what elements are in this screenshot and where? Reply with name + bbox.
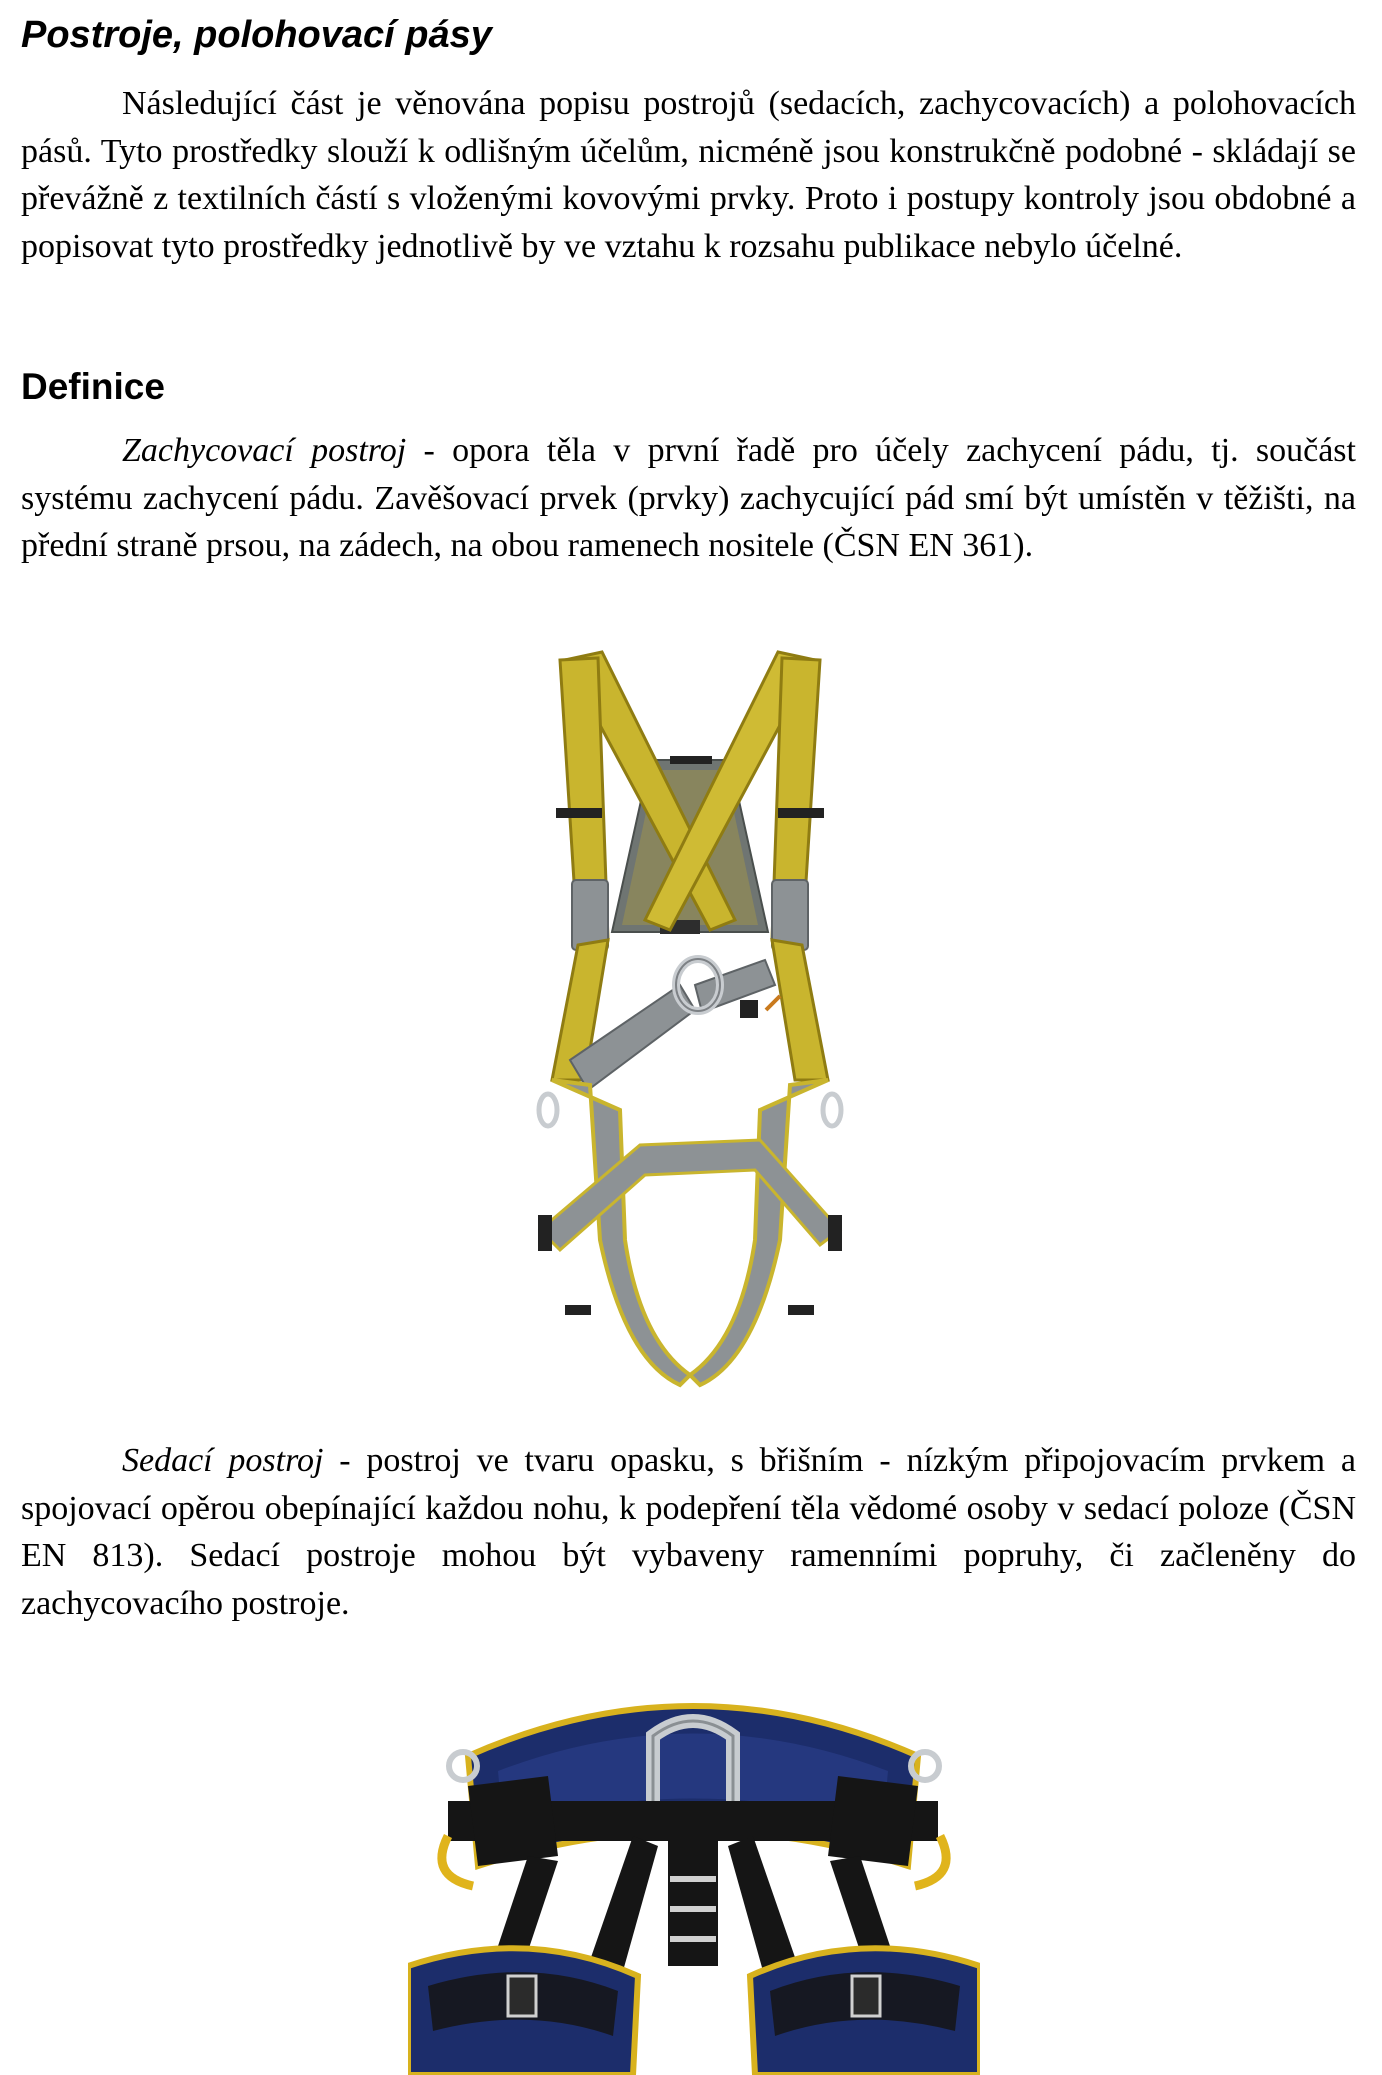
- term-sit-harness: Sedací postroj: [122, 1442, 324, 1479]
- term-fall-arrest-harness: Zachycovací postroj: [122, 432, 407, 469]
- full-body-harness-image: [530, 640, 850, 1395]
- definition-sit-harness: [21, 1437, 1356, 1627]
- sit-harness-image: [408, 1676, 980, 2075]
- definitions-heading: Definice: [21, 366, 165, 407]
- definition-fall-arrest-harness: [21, 427, 1356, 570]
- intro-paragraph: Následující část je věnována popisu postrojů (sedacích, zachycovacích) a polohovacích pásů. Tyto prostředky slouží k odlišným účelům, nicméně jsou konstrukčně podobné - skládají se převážně z textilních částí s vloženými kovovými prvky. Proto i postupy kontroly jsou obdobné a popisovat tyto prostředky jednotlivě by ve vztahu k rozsahu publikace nebylo účelné.: [21, 85, 1356, 265]
- definition-fall-arrest-text: - opora těla v první řadě pro účely zachycení pádu, tj. součást systému zachycení pádu. Zavěšovací prvek (prvky) zachycující pád smí být umístěn v těžišti, na přední straně prsou, na zádech, na obou ramenech nositele (ČSN EN 361).: [21, 432, 1356, 564]
- section-title: Postroje, polohovací pásy: [21, 14, 492, 56]
- definition-sit-text: - postroj ve tvaru opasku, s břišním - nízkým připojovacím prvkem a spojovací opěrou obepínající každou nohu, k podepření těla vědomé osoby v sedací poloze (ČSN EN 813). Sedací postroje mohou být vybaveny ramenními popruhy, či začleněny do zachycovacího postroje.: [21, 1442, 1356, 1622]
